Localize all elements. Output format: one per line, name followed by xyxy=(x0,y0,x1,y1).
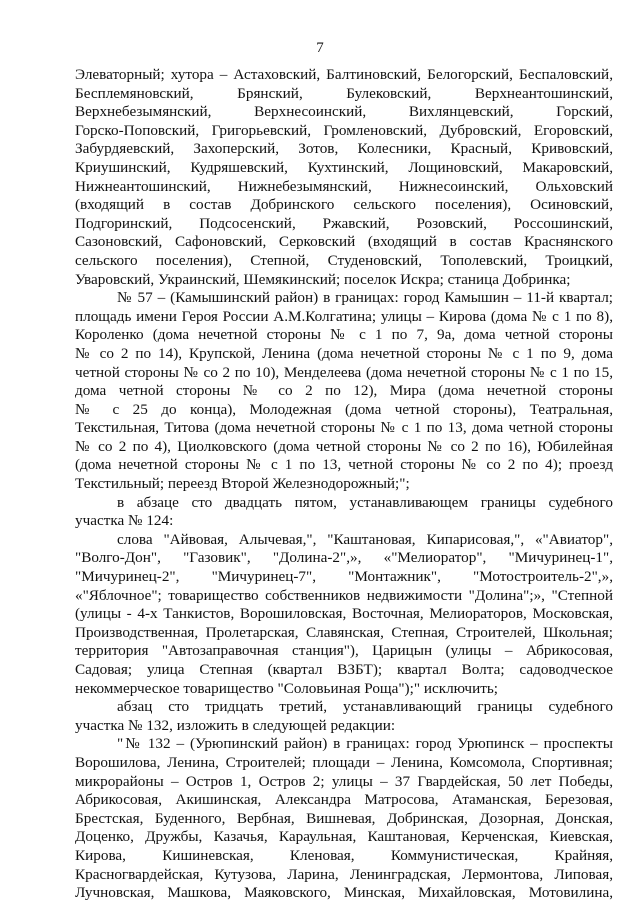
text-line: участка № 124: xyxy=(75,512,174,530)
text-line: площадь имени Героя России А.М.Колгатина; улицы – Кирова (дома № с 1 по 8), xyxy=(75,307,613,325)
text-line: Подгоринский, Подсосенский, Ржавский, Розовский, Россошинский, xyxy=(75,214,613,232)
text-line: (дома нечетной стороны № с 1 по 13, четной стороны № со 2 по 4); проезд xyxy=(75,456,613,474)
text-line: абзац сто тридцать третий, устанавливающий границы судебного xyxy=(117,698,613,716)
text-line: Верхнебезымянский, Верхнесоинский, Вихлянцевский, Горский, xyxy=(75,103,613,121)
text-line: в абзаце сто двадцать пятом, устанавливающем границы судебного xyxy=(117,493,613,511)
text-line: Короленко (дома нечетной стороны № с 1 по 7, 9а, дома четной стороны xyxy=(75,326,613,344)
text-line: микрорайоны – Остров 1, Остров 2; улицы – 37 Гвардейская, 50 лет Победы, xyxy=(75,772,613,790)
text-line: № со 2 по 14), Крупской, Ленина (дома нечетной стороны № с 1 по 9, дома xyxy=(75,344,613,362)
text-line: «"Яблочное"; товарищество собственников недвижимости "Долина";», "Степной xyxy=(75,586,613,604)
text-line: "Мичуринец-2", "Мичуринец-7", "Монтажник", "Мотостроитель-2",», xyxy=(75,568,613,586)
text-line: Текстильная, Титова (дома нечетной стороны № с 1 по 13, дома четной стороны xyxy=(75,419,613,437)
text-line: Сазоновский, Сафоновский, Серковский (входящий в состав Краснянского xyxy=(75,233,613,251)
text-line: Элеваторный; хутора – Астаховский, Балтиновский, Белогорский, Беспаловский, xyxy=(75,66,613,83)
text-line: сельского поселения), Степной, Студеновский, Тополевский, Троицкий, xyxy=(75,251,613,269)
text-line: Текстильный; переезд Второй Железнодорожный;"; xyxy=(75,475,410,493)
text-line: Горско-Поповский, Григорьевский, Громленовский, Дубровский, Егоровский, xyxy=(75,121,613,139)
text-line: Криушинский, Кудряшевский, Кухтинский, Лощиновский, Макаровский, xyxy=(75,158,613,176)
text-line: Брестская, Буденного, Вербная, Вишневая, Добринская, Дозорная, Донская, xyxy=(75,809,613,827)
text-line: "Волго-Дон", "Газовик", "Долина-2",», «"Мелиоратор", "Мичуринец-1", xyxy=(75,549,613,567)
text-line: некоммерческое товарищество "Соловьиная Роща");" исключить; xyxy=(75,679,498,697)
text-line: Абрикосовая, Акишинская, Александра Матросова, Атаманская, Березовая, xyxy=(75,791,613,809)
text-line: Красногвардейская, Кутузова, Ларина, Ленинградская, Лермонтова, Липовая, xyxy=(75,865,613,883)
text-line: "№ 132 – (Урюпинский район) в границах: город Урюпинск – проспекты xyxy=(117,735,613,753)
text-line: № со 2 по 4), Циолковского (дома четной стороны № со 2 по 16), Юбилейная xyxy=(75,437,613,455)
text-line: Производственная, Пролетарская, Славянская, Степная, Строителей, Школьная; xyxy=(75,623,613,641)
text-line: Бесплемяновский, Брянский, Булековский, Верхнеантошинский, xyxy=(75,84,613,102)
page-number: 7 xyxy=(316,40,324,56)
text-line: дома четной стороны № со 2 по 12), Мира (дома нечетной стороны xyxy=(75,382,613,400)
text-line: территория "Автозаправочная станция"), Царицын (улицы – Абрикосовая, xyxy=(75,642,613,660)
text-line: Доценко, Дружбы, Казачья, Караульная, Каштановая, Керченская, Киевская, xyxy=(75,828,613,846)
text-line: Уваровский, Украинский, Шемякинский; поселок Искра; станица Добринка; xyxy=(75,270,571,288)
document-body xyxy=(75,66,613,903)
text-line: четной стороны № со 2 по 10), Менделеева (дома нечетной стороны № с 1 по 15, xyxy=(75,363,613,381)
text-line: Лучновская, Машкова, Маяковского, Минская, Михайловская, Мотовилина, xyxy=(75,884,613,902)
text-line: слова "Айвовая, Алычевая,", "Каштановая, Кипарисовая,", «"Авиатор", xyxy=(117,530,613,548)
text-line: (входящий в состав Добринского сельского поселения), Осиновский, xyxy=(75,196,613,214)
text-line: Нижнеантошинский, Нижнебезымянский, Нижнесоинский, Ольховский xyxy=(75,177,613,195)
text-line: Садовая; улица Степная (квартал ВЗБТ); квартал Волта; садоводческое xyxy=(75,661,613,678)
text-line: Забурдяевский, Захоперский, Зотов, Колесники, Красный, Кривовский, xyxy=(75,140,613,158)
text-line: Ворошилова, Ленина, Строителей; площади – Ленина, Комсомола, Спортивная; xyxy=(75,753,613,771)
text-line: № 57 – (Камышинский район) в границах: город Камышин – 11-й квартал; xyxy=(117,289,613,307)
text-line: № с 25 до конца), Молодежная (дома четной стороны), Театральная, xyxy=(75,400,613,418)
text-line: участка № 132, изложить в следующей редакции: xyxy=(75,716,396,734)
text-line: (улицы - 4-х Танкистов, Ворошиловская, Восточная, Мелиораторов, Московская, xyxy=(75,605,613,623)
text-line: Кирова, Кишиневская, Кленовая, Коммунистическая, Крайняя, xyxy=(75,846,613,864)
